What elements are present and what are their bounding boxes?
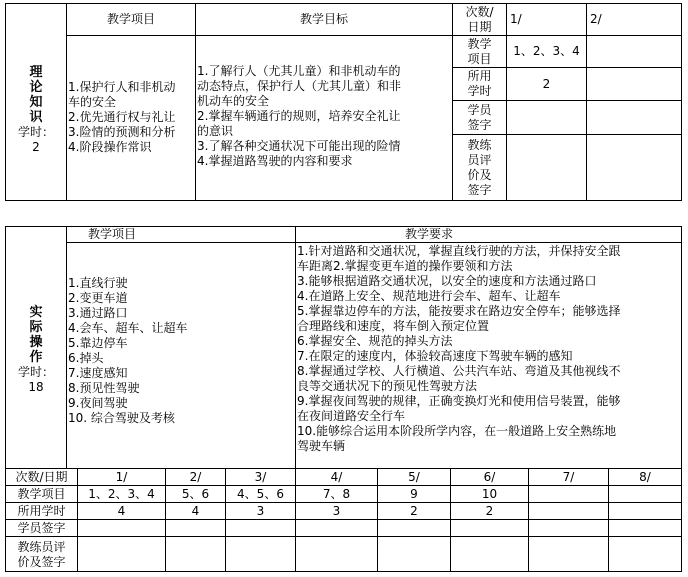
schedule-date: 8/ — [639, 469, 651, 484]
schedule-project: 7、8 — [322, 486, 351, 501]
schedule-date: 4/ — [330, 469, 343, 484]
schedule-hours: 4 — [117, 503, 126, 518]
schedule-hours: 3 — [256, 503, 265, 518]
practice-divider — [66, 226, 67, 468]
schedule-date: 3/ — [254, 469, 267, 484]
schedule-hours: 4 — [191, 503, 200, 518]
theory-hours-1: 2 — [542, 76, 551, 91]
theory-student-sign-label: 学员 签字 — [467, 102, 492, 132]
schedule-hours: 2 — [485, 503, 494, 518]
theory-section-label: 理 论 知 识 学时： 2 — [17, 65, 54, 154]
practice-project-header: 教学项目 — [88, 227, 137, 241]
schedule-date: 7/ — [562, 469, 575, 484]
theory-project-1: 1、2、3、4 — [513, 44, 580, 58]
schedule-hours: 2 — [410, 503, 418, 518]
practice-req-header: 教学要求 — [405, 227, 454, 241]
schedule-project: 10 — [481, 486, 498, 501]
practice-section-label: 实 际 操 作 学时： 18 — [17, 305, 54, 394]
schedule-project: 5、6 — [181, 486, 210, 501]
schedule-divider — [5, 536, 682, 537]
schedule-date: 2/ — [189, 469, 202, 484]
schedule-times-date-label: 次数/日期 — [15, 469, 68, 484]
schedule-hours: 3 — [332, 503, 341, 518]
theory-divider — [586, 3, 587, 201]
schedule-date: 6/ — [483, 469, 496, 484]
theory-project-list: 1.保护行人和非机动 车的安全 2.优先通行权与礼让 3.险情的预测和分析 4.阶段操作常识 — [68, 80, 176, 154]
schedule-hours-label: 所用学时 — [17, 503, 66, 518]
schedule-project: 1、2、3、4 — [88, 486, 155, 501]
schedule-project: 4、5、6 — [237, 486, 284, 501]
theory-goal-list: 1.了解行人（尤其儿童）和非机动车的 动态特点，保护行人（尤其儿童）和非 机动车的安全 2.掌握车辆通行的规则，培养安全礼让 的意识 3.了解各种交通状况下可能出现的险情 4.掌握道路驾驶的内容和要求 — [197, 64, 402, 168]
practice-divider — [295, 226, 296, 468]
theory-date-1: 1/ — [510, 12, 522, 26]
theory-divider — [506, 3, 507, 201]
theory-goal-header: 教学目标 — [299, 12, 348, 26]
theory-divider — [66, 35, 452, 36]
theory-project-header: 教学项目 — [106, 12, 155, 26]
schedule-student-sign-label: 学员签字 — [17, 520, 66, 535]
schedule-date: 5/ — [408, 469, 420, 484]
schedule-coach-eval-label: 教练员评 价及签字 — [17, 539, 66, 569]
theory-hours-label: 所用 学时 — [467, 69, 492, 98]
schedule-project-label: 教学项目 — [17, 486, 66, 501]
theory-project-label: 教学 项目 — [467, 36, 492, 66]
practice-requirement-list: 1.针对道路和交通状况，掌握直线行驶的方法，并保持安全跟 车距离2.掌握变更车道的操作要领和方法 3.能够根据道路交通状况，以安全的速度和方法通过路口 4.在道路上安全、规范地进行会车、超车、让超车 5.掌握靠边停车的方法，能按要求在路边安全停车；能够选择 合理路线和速度，将车倒入预定位置 6.掌握安全、规范的掉头方法 7.在限定的速度内，体验较高速度下驾驶车辆的感知 8.掌握通过学校、人行横道、公共汽车站、弯道及其他视线不 良等交通状况下的预见性驾驶方法 9.掌握夜间驾驶的规律，正确变换灯光和使用信号装置，能够 在夜间道路安全行车 10.能够综合运用本阶段所学内容，在一般道路上安全熟练地 驾驶车辆 — [297, 244, 621, 453]
schedule-project: 9 — [410, 486, 418, 501]
theory-times-date-label: 次数/ 日期 — [465, 4, 494, 34]
schedule-date: 1/ — [115, 469, 128, 484]
practice-project-list: 1.直线行驶 2.变更车道 3.通过路口 4.会车、超车、让超车 5.靠边停车 6.掉头 7.速度感知 8.预见性驾驶 9.夜间驾驶 10. 综合驾驶及考核 — [68, 276, 188, 425]
theory-coach-eval-label: 教练 员评 价及 签字 — [467, 138, 492, 197]
theory-date-2: 2/ — [590, 12, 602, 26]
practice-divider — [66, 242, 682, 243]
schedule-divider — [5, 519, 682, 520]
